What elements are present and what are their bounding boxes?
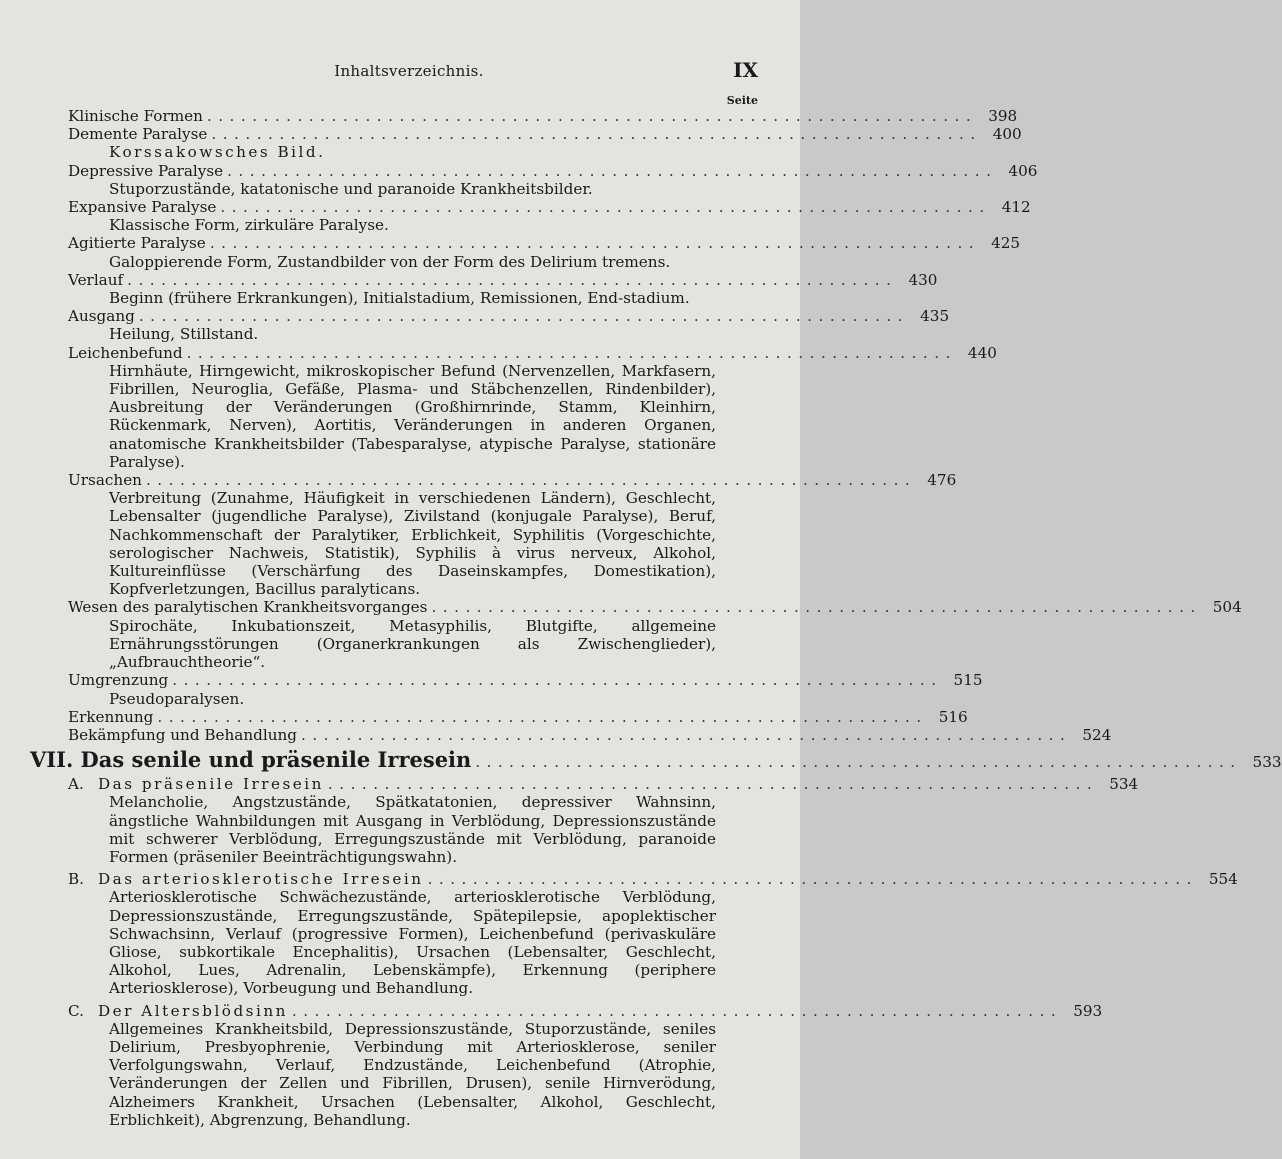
entry-page: 435: [920, 307, 950, 326]
toc-entry: [68, 234, 1021, 271]
seite-label: Seite: [726, 94, 758, 107]
entry-description: Korssakowsches Bild.: [109, 143, 326, 162]
entry-title: Expansive Paralyse: [68, 198, 217, 217]
entry-page: 504: [1212, 598, 1242, 617]
entry-title: Leichenbefund: [68, 343, 183, 362]
section-page: 533: [1252, 753, 1282, 772]
toc-entry: [68, 343, 997, 471]
section-title: VII. Das senile und präsenile Irresein: [30, 747, 472, 773]
toc-entry: [68, 707, 968, 726]
dot-leader: ....................................................................: [301, 725, 1072, 744]
dot-leader: ....................................................................: [427, 870, 1198, 889]
dot-leader: ....................................................................: [227, 161, 998, 180]
dot-leader: ....................................................................: [475, 753, 1242, 772]
entry-page: 515: [953, 671, 983, 690]
page-header: [60, 58, 758, 86]
entry-title: Klinische Formen: [68, 107, 203, 125]
toc-entry: [68, 125, 1022, 162]
dot-leader: ....................................................................: [145, 471, 917, 490]
subsection-title: Das arteriosklerotische Irresein: [98, 870, 424, 889]
subsection-page: 593: [1073, 1001, 1103, 1020]
dot-leader: ....................................................................: [431, 598, 1202, 617]
subsection-page: 534: [1109, 775, 1139, 794]
entry-page: 476: [927, 471, 957, 490]
dot-leader: ....................................................................: [127, 270, 898, 289]
dot-leader: ....................................................................: [206, 107, 978, 125]
entry-description: Hirnhäute, Hirngewicht, mikroskopischer Befund (Nervenzellen, Markfasern, Fibrillen, Neuroglia, Gefäße, Plasma- und Stäbchenzellen, Rindenbilder), Ausbreitung der Veränderungen (Großhirnrinde, Stamm, Kleinhirn, Rückenmark, Nerven), Aortitis, Veränderungen in anderen Organen, anatomische Krankheitsbilder (Tabesparalyse, atypische Paralyse, stationäre Paralyse).: [109, 361, 716, 471]
entry-description: Beginn (frühere Erkrankungen), Initialstadium, Remissionen, End-stadium.: [109, 289, 690, 308]
dot-leader: ....................................................................: [211, 125, 982, 144]
entry-description: Klassische Form, zirkuläre Paralyse.: [109, 216, 389, 235]
dot-leader: ....................................................................: [327, 775, 1099, 794]
toc-entry: [68, 307, 950, 344]
subsection-letter: C.: [68, 1001, 84, 1020]
entry-description: Heilung, Stillstand.: [109, 325, 259, 344]
entry-page: 516: [938, 707, 968, 726]
entry-page: 398: [988, 107, 1018, 125]
entry-description: Stuporzustände, katatonische und paranoide Krankheitsbilder.: [109, 179, 593, 198]
entry-page: 412: [1001, 198, 1031, 217]
toc-entry: [68, 161, 1038, 198]
subsection-letter: A.: [68, 775, 84, 794]
subsection-description: Allgemeines Krankheitsbild, Depressionszustände, Stuporzustände, seniles Delirium, Presbyophrenie, Verbindung mit Arteriosklerose, seniler Verfolgungswahn, Verlauf, Endzustände, Leichenbefund (Atrophie, Veränderungen der Zellen und Fibrillen, Drusen), senile Hirnverödung, Alzheimers Krankheit, Ursachen (Lebensalter, Alkohol, Geschlecht, Erblichkeit), Abgrenzung, Behandlung.: [109, 1019, 716, 1129]
dot-leader: ....................................................................: [291, 1001, 1063, 1020]
running-title: Inhaltsverzeichnis.: [334, 62, 484, 80]
section-heading: [30, 747, 1282, 775]
toc-entry: [68, 598, 1242, 672]
toc-entry: [68, 671, 983, 708]
subsection-entry: [68, 775, 1139, 866]
subsection-title: Das präsenile Irresein: [98, 775, 324, 794]
entry-title: Wesen des paralytischen Krankheitsvorganges: [68, 598, 428, 617]
entry-title: Bekämpfung und Behandlung: [68, 725, 298, 744]
entry-title: Ausgang: [68, 307, 135, 326]
entry-title: Agitierte Paralyse: [68, 234, 206, 253]
subsection-title-wrap: [68, 775, 324, 793]
dot-leader: ....................................................................: [186, 343, 957, 362]
table-of-contents: [30, 107, 1282, 1129]
toc-entry: [68, 270, 938, 308]
subsection-description: Melancholie, Angstzustände, Spätkatatonien, depressiver Wahnsinn, ängstliche Wahnbildungen mit Ausgang in Verblödung, Depressionszustände mit schwerer Verblödung, Erregungszustände mit Verblödung, paranoide Formen (präseniler Beeinträchtigungswahn).: [109, 793, 716, 866]
entry-title: Demente Paralyse: [68, 125, 208, 144]
entry-title: Verlauf: [68, 270, 124, 289]
subsection-description: Arteriosklerotische Schwächezustände, arteriosklerotische Verblödung, Depressionszustände, Erregungszustände, Spätepilepsie, apoplektischer Schwachsinn, Verlauf (progressive Formen), Leichenbefund (perivaskuläre Gliose, subkortikale Encephalitis), Ursachen (Lebensalter, Geschlecht, Alkohol, Lues, Adrenalin, Lebenskämpfe), Erkennung (periphere Arteriosklerose), Vorbeugung und Behandlung.: [109, 888, 716, 998]
entry-description: Pseudoparalysen.: [109, 689, 245, 708]
subsection-title-wrap: [68, 1002, 288, 1020]
entry-page: 524: [1082, 725, 1112, 744]
toc-entry: [68, 107, 1018, 125]
subsection-title-wrap: [68, 870, 424, 888]
toc-entry: [68, 471, 957, 599]
entry-page: 440: [967, 343, 997, 362]
entry-description: Galoppierende Form, Zustandbilder von der Form des Delirium tremens.: [109, 252, 671, 271]
entry-page: 406: [1008, 161, 1038, 180]
dot-leader: ....................................................................: [172, 671, 943, 690]
subsection-page: 554: [1208, 870, 1238, 889]
subsection-entry: [68, 1001, 1103, 1129]
toc-entry: [68, 725, 1112, 744]
entry-title: Umgrenzung: [68, 671, 169, 690]
entry-title: Depressive Paralyse: [68, 161, 224, 180]
subsection-letter: B.: [68, 870, 84, 889]
entry-title: Ursachen: [68, 471, 142, 490]
entry-page: 430: [908, 270, 938, 289]
entry-title: Erkennung: [68, 707, 154, 726]
subsection-entry: [68, 870, 1238, 998]
dot-leader: ....................................................................: [157, 707, 928, 726]
dot-leader: ....................................................................: [138, 307, 910, 326]
entry-description: Spirochäte, Inkubationszeit, Metasyphilis, Blutgifte, allgemeine Ernährungsstörungen (Organerkrankungen als Zwischenglieder), „Aufbrauchtheorie“.: [109, 616, 716, 672]
entry-description: Verbreitung (Zunahme, Häufigkeit in verschiedenen Ländern), Geschlecht, Lebensalter (jugendliche Paralyse), Zivilstand (konjugale Paralyse), Beruf, Nachkommenschaft der Paralytiker, Erblichkeit, Syphilitis (Vorgeschichte, serologischer Nachweis, Statistik), Syphilis à virus nerveux, Alkohol, Kultureinflüsse (Verschärfung des Daseinskampfes, Domestikation), Kopfverletzungen, Bacillus paralyticans.: [109, 489, 716, 599]
entry-page: 400: [992, 125, 1022, 144]
page-number: IX: [733, 58, 758, 82]
toc-entry: [68, 198, 1031, 235]
entry-page: 425: [991, 234, 1021, 253]
dot-leader: ....................................................................: [220, 198, 991, 217]
dot-leader: ....................................................................: [209, 234, 981, 253]
subsection-title: Der Altersblödsinn: [98, 1001, 288, 1020]
